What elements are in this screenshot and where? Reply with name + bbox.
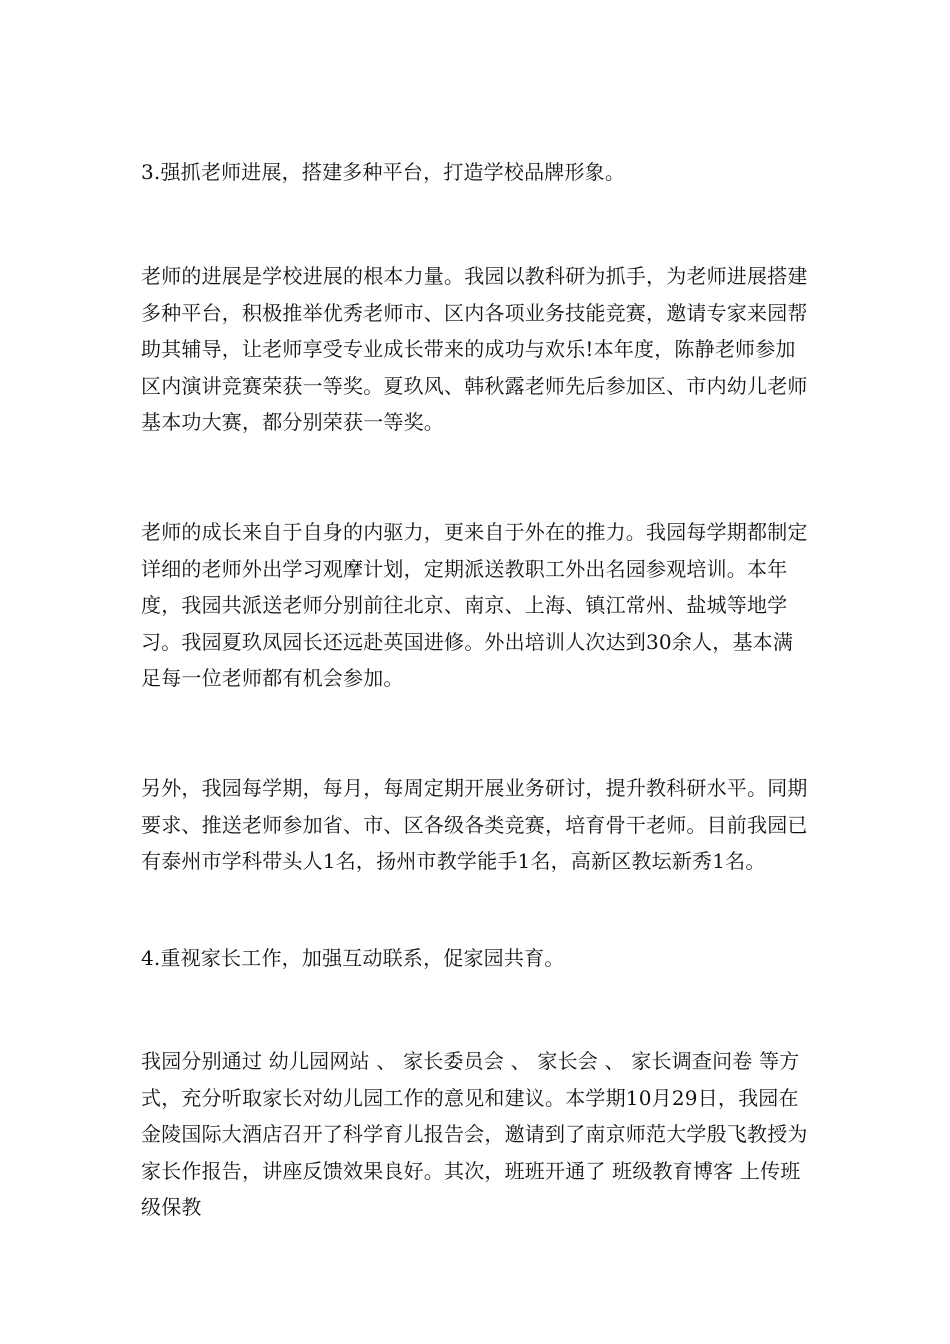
section-heading-4: 4.重视家长工作，加强互动联系，促家园共育。	[141, 946, 565, 970]
paragraph-teacher-development: 老师的进展是学校进展的根本力量。我园以教科研为抓手，为老师进展搭建多种平台，积极推举优秀老师市、区内各项业务技能竞赛，邀请专家来园帮助其辅导，让老师享受专业成长带来的成功与欢乐!本年度，陈静老师参加区内演讲竞赛荣获一等奖。夏玖风、韩秋露老师先后参加区、市内幼儿老师基本功大赛，都分别荣获一等奖。	[141, 264, 808, 434]
paragraph-teacher-growth: 老师的成长来自于自身的内驱力，更来自于外在的推力。我园每学期都制定详细的老师外出学习观摩计划，定期派送教职工外出名园参观培训。本年度，我园共派送老师分别前往北京、南京、上海、镇江常州、盐城等地学习。我园夏玖凤园长还远赴英国进修。外出培训人次达到30余人，基本满足每一位老师都有机会参加。	[141, 520, 808, 690]
paragraph-parent-work: 我园分别通过 幼儿园网站 、 家长委员会 、 家长会 、 家长调查问卷 等方式，充分听取家长对幼儿园工作的意见和建议。本学期10月29日，我园在金陵国际大酒店召开了科学育儿报告会，邀请到了南京师范大学殷飞教授为家长作报告，讲座反馈效果良好。其次，班班开通了 班级教育博客 上传班级保教	[141, 1049, 808, 1219]
paragraph-research-activities: 另外，我园每学期，每月，每周定期开展业务研讨，提升教科研水平。同期要求、推送老师参加省、市、区各级各类竞赛，培育骨干老师。目前我园已有泰州市学科带头人1名，扬州市教学能手1名，高新区教坛新秀1名。	[141, 776, 808, 873]
section-heading-3: 3.强抓老师进展，搭建多种平台，打造学校品牌形象。	[141, 160, 626, 184]
